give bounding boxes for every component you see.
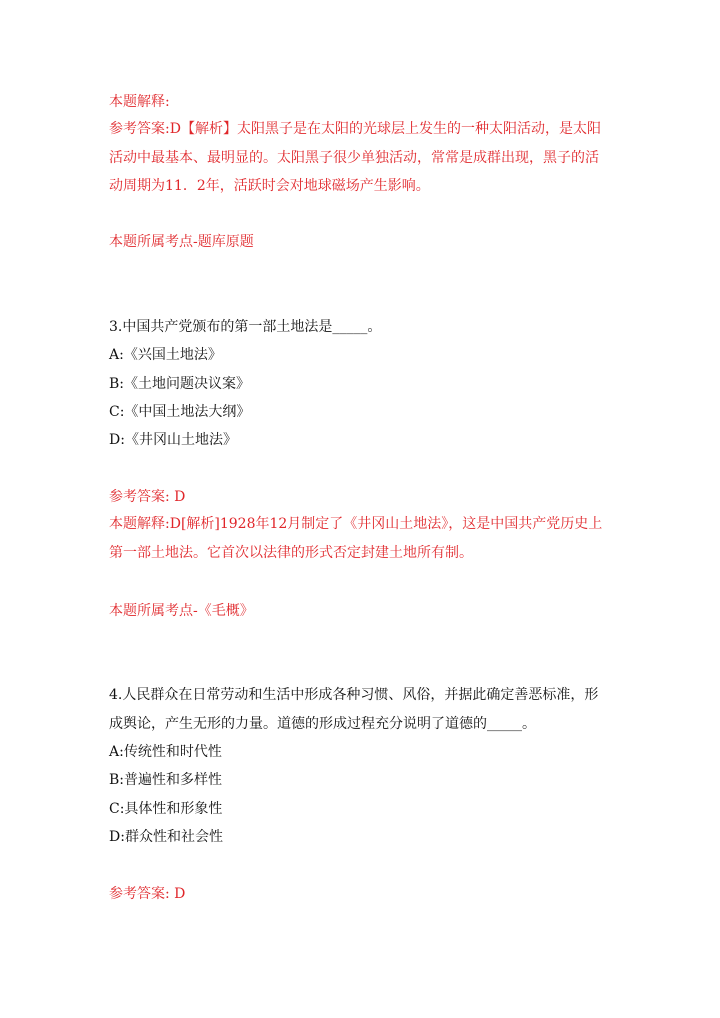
q3-stem: 3.中国共产党颁布的第一部土地法是_____。 <box>109 319 382 335</box>
q2-source: 本题所属考点-题库原题 <box>109 234 254 250</box>
q2-answer-analysis: 参考答案:D【解析】太阳黑子是在太阳的光球层上发生的一种太阳活动，是太阳活动中最基本、最明显的。太阳黑子很少单独活动，常常是成群出现，黑子的活动周期为11．2年，活跃时会对地球磁场产生影响。 <box>109 121 601 194</box>
q3-source: 本题所属考点-《毛概》 <box>109 603 254 619</box>
q3-option-b: B:《土地问题决议案》 <box>109 376 251 392</box>
q2-analysis-label: 本题解释: <box>109 94 170 110</box>
q3-option-a: A:《兴国土地法》 <box>109 347 222 363</box>
q4-option-c: C:具体性和形象性 <box>109 801 223 817</box>
q3-analysis: 本题解释:D[解析]1928年12月制定了《井冈山土地法》，这是中国共产党历史上第一部土地法。它首次以法律的形式否定封建土地所有制。 <box>109 516 603 561</box>
q4-stem: 4.人民群众在日常劳动和生活中形成各种习惯、风俗，并据此确定善恶标准，形成舆论，产生无形的力量。道德的形成过程充分说明了道德的_____。 <box>109 687 599 732</box>
q3-answer: 参考答案: D <box>109 489 186 505</box>
q4-option-b: B:普遍性和多样性 <box>109 772 223 788</box>
q4-option-d: D:群众性和社会性 <box>109 829 223 845</box>
q4-option-a: A:传统性和时代性 <box>109 744 222 760</box>
q4-answer: 参考答案: D <box>109 886 186 902</box>
q3-option-d: D:《井冈山土地法》 <box>109 432 237 448</box>
q3-option-c: C:《中国土地法大纲》 <box>109 404 251 420</box>
